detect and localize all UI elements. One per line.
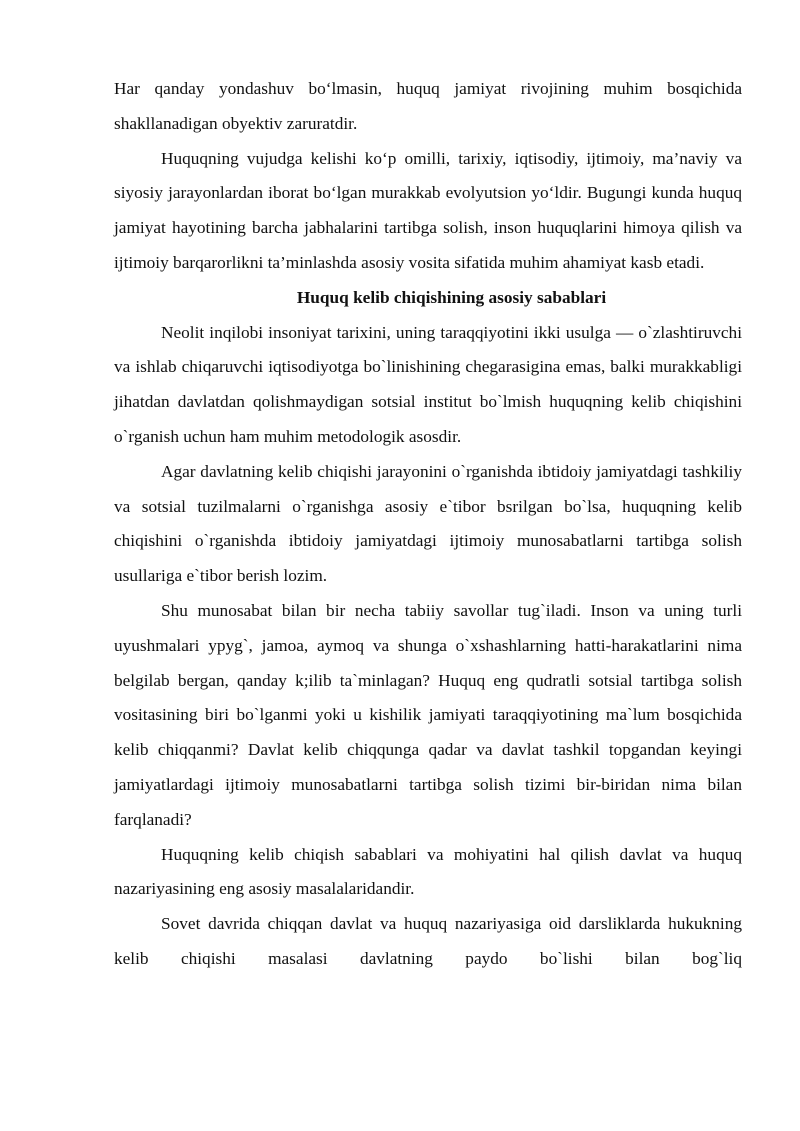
paragraph-soviet-period: Sovet davrida chiqqan davlat va huquq nazariyasiga oid darsliklarda hukukning kelib chiqishi masalasi davlatning paydo bo`lishi bilan bog`liq (114, 914, 742, 968)
paragraph-evolution: Huquqning vujudga kelishi ko‘p omilli, tarixiy, iqtisodiy, ijtimoiy, ma’naviy va siyosiy jarayonlardan iborat bo‘lgan murakkab evolyutsion yo‘ldir. Bugungi kunda huquq jamiyat hayotining barcha jabhalarini tartibga solish, inson huquqlarini himoya qilish va ijtimoiy barqarorlikni ta’minlashda asosiy vosita sifatida muhim ahamiyat kasb etadi. (114, 148, 742, 272)
paragraph-intro-continuation: Har qanday yondashuv bo‘lmasin, huquq jamiyat rivojining muhim bosqichida shakllanadigan obyektiv zaruratdir. (114, 79, 742, 133)
paragraph-state-origin: Agar davlatning kelib chiqishi jarayonini o`rganishda ibtidoiy jamiyatdagi tashkiliy va sotsial tuzilmalarni o`rganishga asosiy e`tibor bsrilgan bo`lsa, huquqning kelib chiqishini o`rganishda ibtidoiy jamiyatdagi ijtimoiy munosabatlarni tartibga solish usullariga e`tibor berish lozim. (114, 461, 742, 586)
paragraph-questions: Shu munosabat bilan bir necha tabiiy savollar tug`iladi. Inson va uning turli uyushmalari ypyg`, jamoa, aymoq va shunga o`xshashlarning hatti-harakatlarini nima belgilab bergan, qanday k;ilib ta`minlagan? Huquq eng qudratli sotsial tartibga solish vositasining biri bo`lganmi yoki u kishilik jamiyati taraqqiyotining ma`lum bosqichida kelib chiqqanmi? Davlat kelib chiqqunga qadar va davlat tashkil topgandan keyingi jamiyatlardagi ijtimoiy munosabatlarni tartibga solish tizimi bir-biridan nima bilan farqlanadi? (114, 600, 742, 829)
paragraph-causes: Huquqning kelib chiqish sabablari va mohiyatini hal qilish davlat va huquq nazariyasining eng asosiy masalalaridandir. (114, 844, 742, 899)
section-heading: Huquq kelib chiqishining asosiy sabablari (296, 287, 607, 307)
document-page (114, 72, 742, 977)
paragraph-neolithic: Neolit inqilobi insoniyat tarixini, uning taraqqiyotini ikki usulga — o`zlashtiruvchi va ishlab chiqaruvchi iqtisodiyotga bo`linishining chegarasigina emas, balki murakkabligi jihatdan davlatdan qolishmaydigan sotsial institut bo`lmish huquqning kelib chiqishini o`rganish uchun ham muhim metodologik asosdir. (114, 322, 742, 446)
